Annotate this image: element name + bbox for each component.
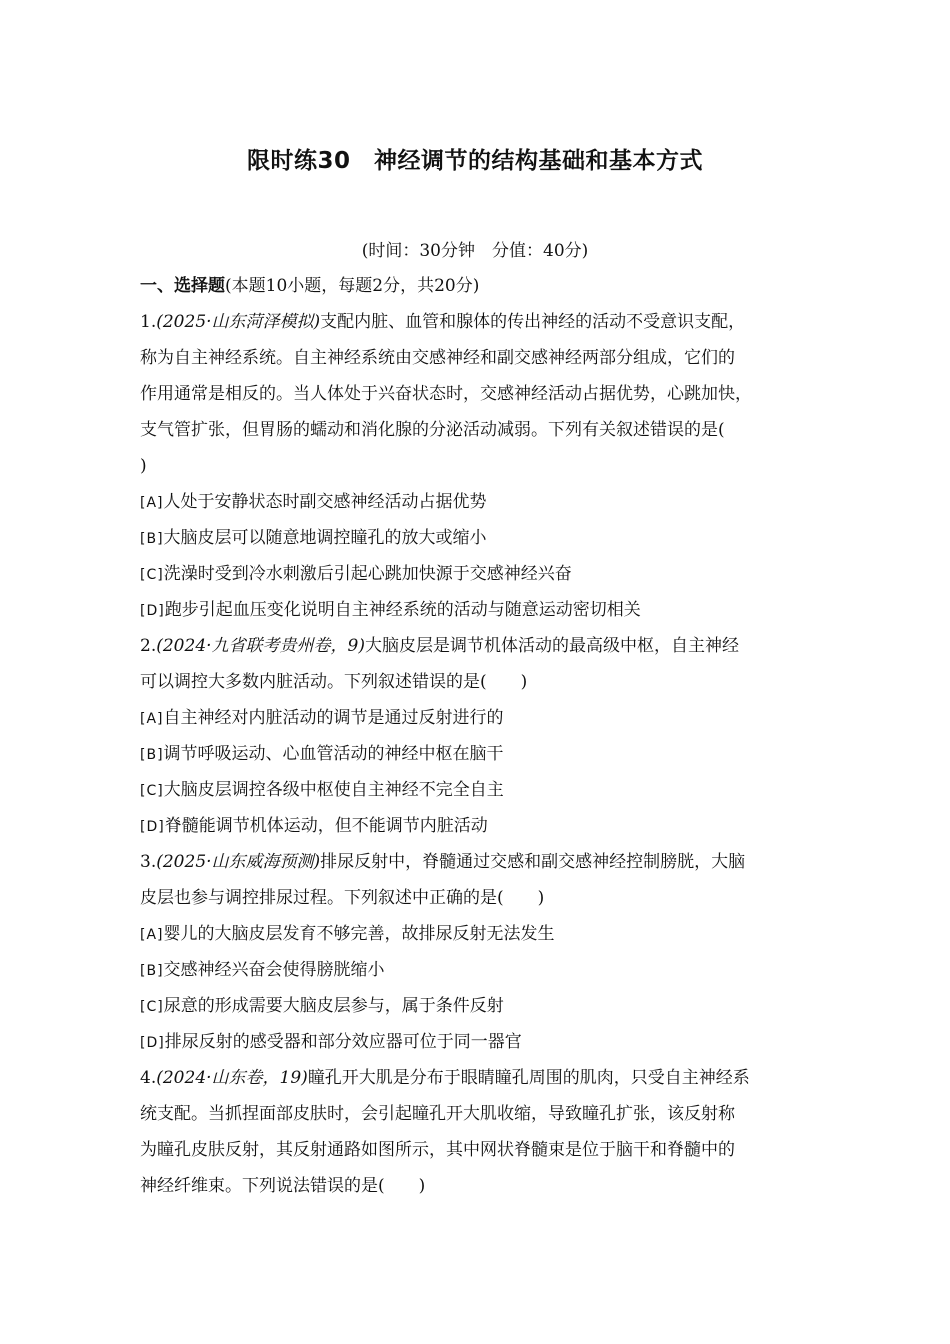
option-d[interactable] — [140, 808, 830, 844]
option-tag: [D] — [140, 1035, 165, 1051]
question-text: 瞳孔开大肌是分布于眼睛瞳孔周围的肌肉，只受自主神经系 — [307, 1068, 750, 1088]
option-text: 交感神经兴奋会使得膀胱缩小 — [163, 960, 385, 980]
question-source: (2024·九省联考贵州卷，9) — [156, 636, 365, 656]
option-tag: [B] — [140, 531, 164, 547]
question-source: (2024·山东卷，19) — [156, 1068, 308, 1088]
option-d[interactable] — [140, 592, 830, 628]
section-note: (本题10小题，每题2分，共20分) — [225, 276, 480, 296]
option-tag: [B] — [140, 747, 164, 763]
option-tag: [A] — [140, 495, 164, 511]
option-c[interactable] — [140, 988, 830, 1024]
option-text: 排尿反射的感受器和部分效应器可位于同一器官 — [164, 1032, 522, 1052]
option-text: 跑步引起血压变化说明自主神经系统的活动与随意运动密切相关 — [164, 600, 641, 620]
option-text: 脊髓能调节机体运动，但不能调节内脏活动 — [164, 816, 488, 836]
option-text: 人处于安静状态时副交感神经活动占据优势 — [163, 492, 487, 512]
option-text: 调节呼吸运动、心血管活动的神经中枢在脑干 — [163, 744, 504, 764]
option-c[interactable] — [140, 556, 830, 592]
question-1-line-1 — [140, 304, 830, 340]
option-b[interactable] — [140, 520, 830, 556]
option-text: 大脑皮层可以随意地调控瞳孔的放大或缩小 — [163, 528, 487, 548]
question-4-line-1 — [140, 1060, 830, 1096]
question-text-line: ) — [140, 456, 147, 476]
question-number: 4. — [140, 1068, 157, 1088]
option-tag: [A] — [140, 711, 164, 727]
option-tag: [B] — [140, 963, 164, 979]
page-title: 限时练30 神经调节的结构基础和基本方式 — [246, 148, 703, 174]
question-text-line: 神经纤维束。下列说法错误的是( ) — [140, 1176, 426, 1196]
option-a[interactable] — [140, 916, 830, 952]
option-a[interactable] — [140, 700, 830, 736]
option-tag: [D] — [140, 603, 165, 619]
question-text: 排尿反射中，脊髓通过交感和副交感神经控制膀胱，大脑 — [320, 852, 746, 872]
question-text-line: 皮层也参与调控排尿过程。下列叙述中正确的是( ) — [140, 888, 545, 908]
option-b[interactable] — [140, 736, 830, 772]
question-source: (2025·山东威海预测) — [156, 852, 321, 872]
question-text-line: 称为自主神经系统。自主神经系统由交感神经和副交感神经两部分组成，它们的 — [140, 348, 735, 368]
option-tag: [C] — [140, 999, 164, 1015]
question-source: (2025·山东菏泽模拟) — [156, 312, 321, 332]
question-content — [140, 268, 830, 1204]
option-a[interactable] — [140, 484, 830, 520]
question-2-line-1 — [140, 628, 830, 664]
exam-meta: (时间：30分钟 分值：40分) — [361, 241, 589, 261]
option-text: 大脑皮层调控各级中枢使自主神经不完全自主 — [163, 780, 504, 800]
question-number: 1. — [140, 312, 157, 332]
option-b[interactable] — [140, 952, 830, 988]
option-tag: [C] — [140, 567, 164, 583]
question-3-line-1 — [140, 844, 830, 880]
question-text-line: 作用通常是相反的。当人体处于兴奋状态时，交感神经活动占据优势，心跳加快， — [140, 384, 752, 404]
question-text-line: 统支配。当抓捏面部皮肤时，会引起瞳孔开大肌收缩，导致瞳孔扩张，该反射称 — [140, 1104, 735, 1124]
option-d[interactable] — [140, 1024, 830, 1060]
section-heading — [140, 268, 830, 304]
option-text: 自主神经对内脏活动的调节是通过反射进行的 — [163, 708, 504, 728]
question-text-line: 可以调控大多数内脏活动。下列叙述错误的是( ) — [140, 672, 528, 692]
option-text: 婴儿的大脑皮层发育不够完善，故排尿反射无法发生 — [163, 924, 555, 944]
question-text: 支配内脏、血管和腺体的传出神经的活动不受意识支配， — [320, 312, 746, 332]
section-title: 一、选择题 — [140, 276, 225, 296]
option-c[interactable] — [140, 772, 830, 808]
option-text: 洗澡时受到冷水刺激后引起心跳加快源于交感神经兴奋 — [163, 564, 572, 584]
question-text-line: 为瞳孔皮肤反射，其反射通路如图所示，其中网状脊髓束是位于脑干和脊髓中的 — [140, 1140, 735, 1160]
question-text: 大脑皮层是调节机体活动的最高级中枢，自主神经 — [364, 636, 739, 656]
option-tag: [C] — [140, 783, 164, 799]
question-number: 3. — [140, 852, 157, 872]
option-tag: [A] — [140, 927, 164, 943]
question-number: 2. — [140, 636, 157, 656]
question-text-line: 支气管扩张，但胃肠的蠕动和消化腺的分泌活动减弱。下列有关叙述错误的是( — [140, 420, 725, 440]
option-text: 尿意的形成需要大脑皮层参与，属于条件反射 — [163, 996, 504, 1016]
option-tag: [D] — [140, 819, 165, 835]
